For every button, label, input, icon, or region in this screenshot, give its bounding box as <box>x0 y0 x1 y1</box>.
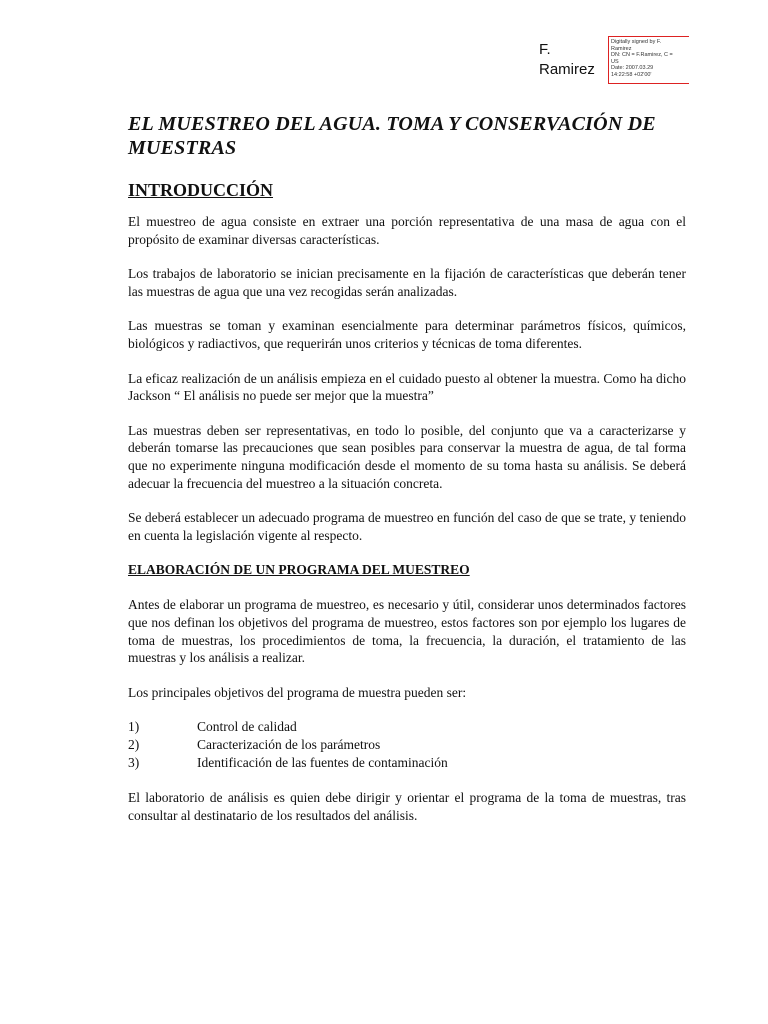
program-paragraph: El laboratorio de análisis es quien debe dirigir y orientar el programa de la toma de muestras, tras consultar al destinatario de los resultados del análisis. <box>128 790 686 823</box>
signature-detail-line: Digitally signed by F. <box>611 39 662 45</box>
digital-signature <box>539 36 689 84</box>
list-item-number: 2) <box>128 737 140 753</box>
intro-paragraph: Las muestras se toman y examinan esencialmente para determinar parámetros físicos, químicos, biológicos y radiactivos, que requerirán unos criterios y técnicas de toma diferentes. <box>128 318 686 351</box>
program-paragraph: Los principales objetivos del programa de muestra pueden ser: <box>128 684 467 700</box>
signature-detail-line: 14:22:58 +02'00' <box>611 71 652 78</box>
intro-paragraph: El muestreo de agua consiste en extraer una porción representativa de una masa de agua con el propósito de examinar diversas características. <box>128 214 686 247</box>
intro-paragraph: Se deberá establecer un adecuado programa de muestreo en función del caso de que se trate, y teniendo en cuenta la legislación vigente al respecto. <box>128 510 686 543</box>
signature-name-line2: Ramirez <box>539 61 595 78</box>
program-heading: ELABORACIÓN DE UN PROGRAMA DEL MUESTREO <box>128 562 470 578</box>
program-paragraph: Antes de elaborar un programa de muestreo, es necesario y útil, considerar unos determinados factores que nos definan los objetivos del programa de muestreo, estos factores son por ejemplo los lugares de toma de muestras, los procedimientos de toma, la frecuencia, la duración, el tratamiento de las muestras y los análisis a realizar. <box>128 597 686 666</box>
intro-heading: INTRODUCCIÓN <box>128 180 274 200</box>
list-item <box>128 754 686 772</box>
objectives-list <box>128 718 686 772</box>
signature-detail-line: Date: 2007.03.29 <box>611 65 654 72</box>
document-title: EL MUESTREO DEL AGUA. TOMA Y CONSERVACIÓN DE MUESTRAS <box>128 113 656 159</box>
list-item-text: Control de calidad <box>197 719 297 735</box>
list-item-number: 1) <box>128 719 140 735</box>
document-body <box>128 112 686 824</box>
intro-paragraph: Los trabajos de laboratorio se inician precisamente en la fijación de características que deberán tener las muestras de agua que una vez recogidas serán analizadas. <box>128 266 686 299</box>
intro-paragraph: La eficaz realización de un análisis empieza en el cuidado puesto al obtener la muestra. Como ha dicho Jackson “ El análisis no puede ser mejor que la muestra” <box>128 370 686 404</box>
list-item-text: Caracterización de los parámetros <box>197 737 381 753</box>
signature-detail-line: Ramirez <box>611 45 632 52</box>
signature-detail-line: DN: CN = F.Ramirez, C = <box>611 52 673 59</box>
list-item-number: 3) <box>128 755 140 771</box>
signature-name-line1: F. <box>539 41 551 58</box>
signature-details <box>611 39 691 79</box>
list-item <box>128 736 686 754</box>
list-item <box>128 718 686 736</box>
list-item-text: Identificación de las fuentes de contaminación <box>197 755 448 771</box>
signature-name <box>539 40 595 80</box>
intro-paragraph: Las muestras deben ser representativas, en todo lo posible, del conjunto que va a caracterizarse y deberán tomarse las precauciones que sean posibles para conservar la muestra de agua, de tal forma que no experimente ninguna modificación desde el momento de su toma hasta su análisis. Se deberá adecuar la frecuencia del muestreo a la situación concreta. <box>128 422 686 491</box>
signature-detail-line: US <box>611 58 619 65</box>
